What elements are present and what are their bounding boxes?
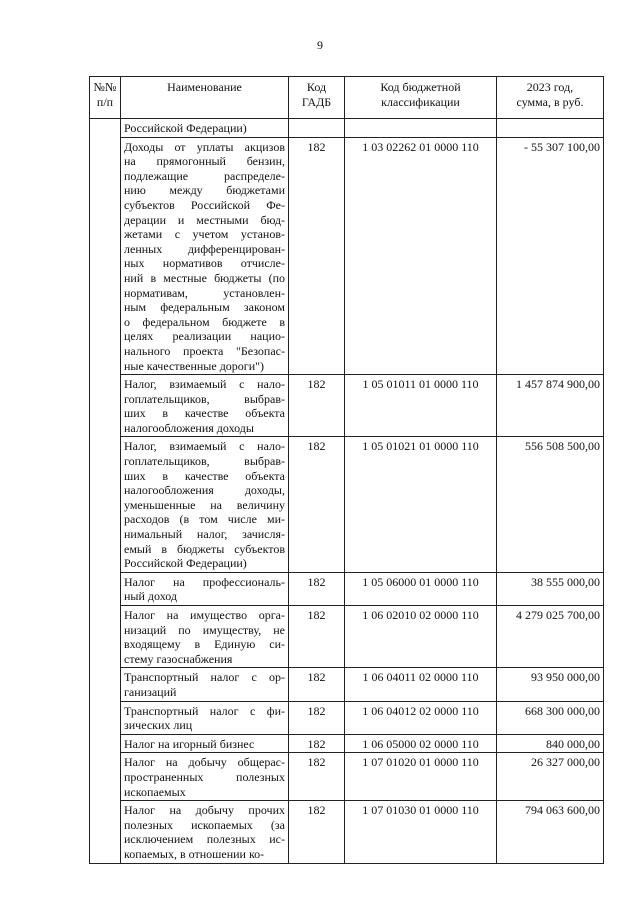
row-name-line: Российской Федерации) bbox=[124, 556, 247, 571]
page-number: 9 bbox=[317, 38, 323, 52]
row-name-line: стему газоснабжения bbox=[124, 651, 233, 666]
header-amount-2023: 2023 год, сумма, в руб. bbox=[497, 77, 604, 119]
row-amount-cell: 4 279 025 700,00 bbox=[497, 606, 604, 668]
header-name: Наименование bbox=[121, 77, 289, 119]
row-name-line: Доходы от уплаты акцизов bbox=[124, 139, 285, 154]
row-amount-cell bbox=[497, 119, 604, 138]
table-row bbox=[90, 437, 604, 572]
table-row bbox=[90, 119, 604, 138]
row-name-cell bbox=[121, 606, 289, 668]
row-classification-code-cell bbox=[345, 119, 497, 138]
row-classification-code-cell: 1 06 02010 02 0000 110 bbox=[345, 606, 497, 668]
row-name-line: подлежащие распределе- bbox=[124, 168, 285, 183]
row-classification-code-cell: 1 06 04011 02 0000 110 bbox=[345, 668, 497, 701]
row-name-cell bbox=[121, 753, 289, 801]
row-admin-code-cell: 182 bbox=[289, 572, 345, 605]
row-classification-code-cell: 1 03 02262 01 0000 110 bbox=[345, 137, 497, 375]
table-row bbox=[90, 572, 604, 605]
row-name-cell bbox=[121, 701, 289, 734]
row-name-line: нию между бюджетами bbox=[124, 183, 285, 198]
row-admin-code-cell: 182 bbox=[289, 375, 345, 437]
row-name-line: Транспортный налог с ор- bbox=[124, 670, 285, 685]
header-admin-code: Код ГАДБ bbox=[289, 77, 345, 119]
row-name-line: Налог на имущество орга- bbox=[124, 608, 285, 622]
header-row-number: №№ п/п bbox=[90, 77, 121, 119]
row-name-line: исключением полезных ис- bbox=[124, 832, 285, 847]
row-name-line: ископаемых bbox=[124, 784, 186, 799]
row-name-line: гоплательщиков, выбрав- bbox=[124, 454, 285, 469]
row-classification-code-cell: 1 07 01030 01 0000 110 bbox=[345, 801, 497, 863]
row-name-line: полезных ископаемых (за bbox=[124, 817, 285, 832]
row-classification-code-cell: 1 05 01011 01 0000 110 bbox=[345, 375, 497, 437]
row-amount-cell: 668 300 000,00 bbox=[497, 701, 604, 734]
table-row bbox=[90, 753, 604, 801]
row-amount-cell: 1 457 874 900,00 bbox=[497, 375, 604, 437]
row-admin-code-cell: 182 bbox=[289, 606, 345, 668]
row-classification-code-cell: 1 06 05000 02 0000 110 bbox=[345, 734, 497, 753]
row-name-line: дерации и местными бюд- bbox=[124, 212, 285, 227]
table-row bbox=[90, 137, 604, 375]
row-classification-code-cell: 1 06 04012 02 0000 110 bbox=[345, 701, 497, 734]
row-amount-cell: 38 555 000,00 bbox=[497, 572, 604, 605]
row-name-cell bbox=[121, 437, 289, 572]
row-name-line: Налог на профессиональ- bbox=[124, 574, 285, 589]
table-row bbox=[90, 801, 604, 863]
row-name-cell bbox=[121, 572, 289, 605]
row-name-line: о федеральном бюджете в bbox=[124, 314, 285, 329]
table-header-row bbox=[90, 77, 604, 119]
table-row bbox=[90, 606, 604, 668]
row-amount-cell: 556 508 500,00 bbox=[497, 437, 604, 572]
row-name-line: ганизаций bbox=[124, 684, 177, 699]
table-row bbox=[90, 734, 604, 753]
row-name-line: нального проекта "Безопас- bbox=[124, 343, 285, 358]
row-name-cell bbox=[121, 375, 289, 437]
row-admin-code-cell: 182 bbox=[289, 437, 345, 572]
row-name-line: ных нормативов отчисле- bbox=[124, 256, 285, 271]
row-name-line: Налог на добычу прочих bbox=[124, 803, 285, 818]
row-admin-code-cell bbox=[289, 119, 345, 138]
row-number-cell bbox=[90, 119, 121, 864]
row-name-line: нормативам, установлен- bbox=[124, 285, 285, 300]
table-row bbox=[90, 701, 604, 734]
row-name-line: ные качественные дороги") bbox=[124, 358, 265, 373]
table-row bbox=[90, 375, 604, 437]
row-name-line: зических лиц bbox=[124, 718, 193, 733]
row-name-line: гоплательщиков, выбрав- bbox=[124, 391, 285, 406]
row-amount-cell: 93 950 000,00 bbox=[497, 668, 604, 701]
row-name-line: Транспортный налог с фи- bbox=[124, 703, 285, 718]
row-name-line: субъектов Российской Фе- bbox=[124, 197, 285, 212]
row-name-cell bbox=[121, 734, 289, 753]
table-row bbox=[90, 668, 604, 701]
row-admin-code-cell: 182 bbox=[289, 668, 345, 701]
table-body bbox=[90, 119, 604, 864]
row-name-line: ный доход bbox=[124, 589, 178, 604]
row-name-line: налогообложения доходы bbox=[124, 420, 254, 435]
row-admin-code-cell: 182 bbox=[289, 801, 345, 863]
row-admin-code-cell: 182 bbox=[289, 701, 345, 734]
row-name-cell bbox=[121, 668, 289, 701]
row-name-cell bbox=[121, 137, 289, 375]
row-name-line: ших в качестве объекта bbox=[124, 468, 285, 483]
row-name-line: расходов (в том числе ми- bbox=[124, 512, 285, 527]
row-name-cell bbox=[121, 801, 289, 863]
header-budget-classification-code: Код бюджетной классификации bbox=[345, 77, 497, 119]
row-name-line: низаций по имуществу, не bbox=[124, 622, 285, 637]
row-name-line: Налог на игорный бизнес bbox=[124, 736, 255, 751]
row-name-line: ленных дифференцирован- bbox=[124, 241, 285, 256]
row-name-line: емый в бюджеты субъектов bbox=[124, 541, 285, 556]
row-amount-cell: 26 327 000,00 bbox=[497, 753, 604, 801]
row-classification-code-cell: 1 05 06000 01 0000 110 bbox=[345, 572, 497, 605]
row-amount-cell: 794 063 600,00 bbox=[497, 801, 604, 863]
row-name-line: пространенных полезных bbox=[124, 769, 285, 784]
row-name-line: Налог, взимаемый с нало- bbox=[124, 439, 285, 454]
row-name-line: ших в качестве объекта bbox=[124, 406, 285, 421]
row-name-line: жетами с учетом установ- bbox=[124, 227, 285, 242]
row-amount-cell: 840 000,00 bbox=[497, 734, 604, 753]
row-classification-code-cell: 1 07 01020 01 0000 110 bbox=[345, 753, 497, 801]
row-classification-code-cell: 1 05 01021 01 0000 110 bbox=[345, 437, 497, 572]
row-admin-code-cell: 182 bbox=[289, 137, 345, 375]
row-name-line: Российской Федерации) bbox=[124, 121, 247, 135]
row-name-line: входящему в Единую си- bbox=[124, 637, 285, 652]
row-amount-cell: - 55 307 100,00 bbox=[497, 137, 604, 375]
row-name-cell bbox=[121, 119, 289, 138]
row-name-line: Налог, взимаемый с нало- bbox=[124, 377, 285, 392]
row-name-line: ным федеральным законом bbox=[124, 300, 285, 315]
row-name-line: налогообложения доходы, bbox=[124, 483, 285, 498]
row-name-line: уменьшенные на величину bbox=[124, 497, 285, 512]
row-name-line: нимальный налог, зачисля- bbox=[124, 527, 285, 542]
row-name-line: целях реализации нацио- bbox=[124, 329, 285, 344]
row-admin-code-cell: 182 bbox=[289, 753, 345, 801]
row-name-line: на прямогонный бензин, bbox=[124, 154, 285, 169]
row-name-line: Налог на добычу общерас- bbox=[124, 755, 285, 770]
row-admin-code-cell: 182 bbox=[289, 734, 345, 753]
row-name-line: ний в местные бюджеты (по bbox=[124, 270, 285, 285]
budget-revenue-table bbox=[89, 76, 604, 864]
row-name-line: копаемых, в отношении ко- bbox=[124, 846, 265, 861]
